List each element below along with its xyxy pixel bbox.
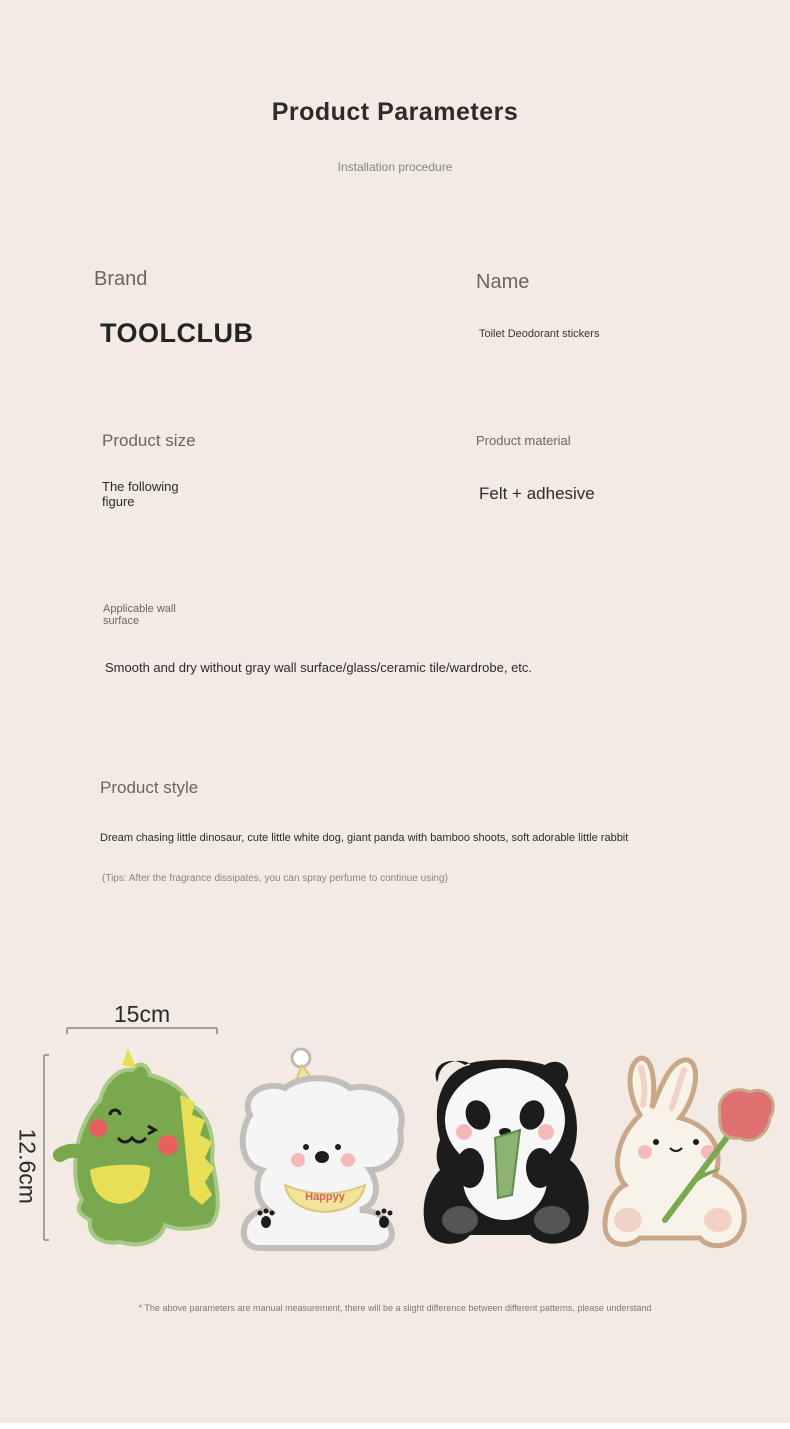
product-style-value: Dream chasing little dinosaur, cute little white dog, giant panda with bamboo shoots, soft adorable little rabbit: [100, 832, 629, 844]
height-dimension-label: 12.6cm: [14, 1128, 41, 1204]
product-size-value-line1: The following: [102, 479, 179, 494]
applicable-wall-label-line1: Applicable wall: [103, 603, 176, 615]
page-title: Product Parameters: [271, 98, 519, 126]
product-material-value: Felt + adhesive: [479, 484, 595, 503]
width-dimension-line: [67, 1028, 217, 1034]
height-dimension-line: [44, 1055, 49, 1240]
product-size-value-line2: figure: [102, 494, 135, 509]
white-dog-sticker: [243, 1049, 402, 1248]
rabbit-sticker: [605, 1058, 773, 1246]
applicable-wall-label-line2: surface: [103, 615, 140, 627]
applicable-wall-value: Smooth and dry without gray wall surface/glass/ceramic tile/wardrobe, etc.: [105, 660, 533, 675]
measurement-footnote: * The above parameters are manual measurement, there will be a slight difference between different patterns, please understand: [138, 1303, 652, 1313]
product-style-label: Product style: [100, 778, 199, 797]
product-material-label: Product material: [476, 433, 571, 448]
brand-label: Brand: [94, 268, 148, 290]
product-size-value: [102, 479, 179, 509]
width-dimension-label: 15cm: [113, 1001, 171, 1027]
applicable-wall-label: [103, 603, 176, 627]
dog-bib-text: Happyy: [305, 1191, 345, 1203]
dinosaur-sticker: [60, 1048, 218, 1244]
panda-sticker: [424, 1060, 589, 1244]
page-subtitle: Installation procedure: [337, 160, 453, 174]
name-value: Toilet Deodorant stickers: [479, 328, 600, 340]
brand-value: TOOLCLUB: [100, 318, 254, 348]
name-label: Name: [476, 271, 530, 293]
sticker-illustrations: [0, 1020, 790, 1260]
product-size-label: Product size: [102, 431, 196, 450]
tips-text: (Tips: After the fragrance dissipates, you can spray perfume to continue using): [102, 873, 448, 884]
